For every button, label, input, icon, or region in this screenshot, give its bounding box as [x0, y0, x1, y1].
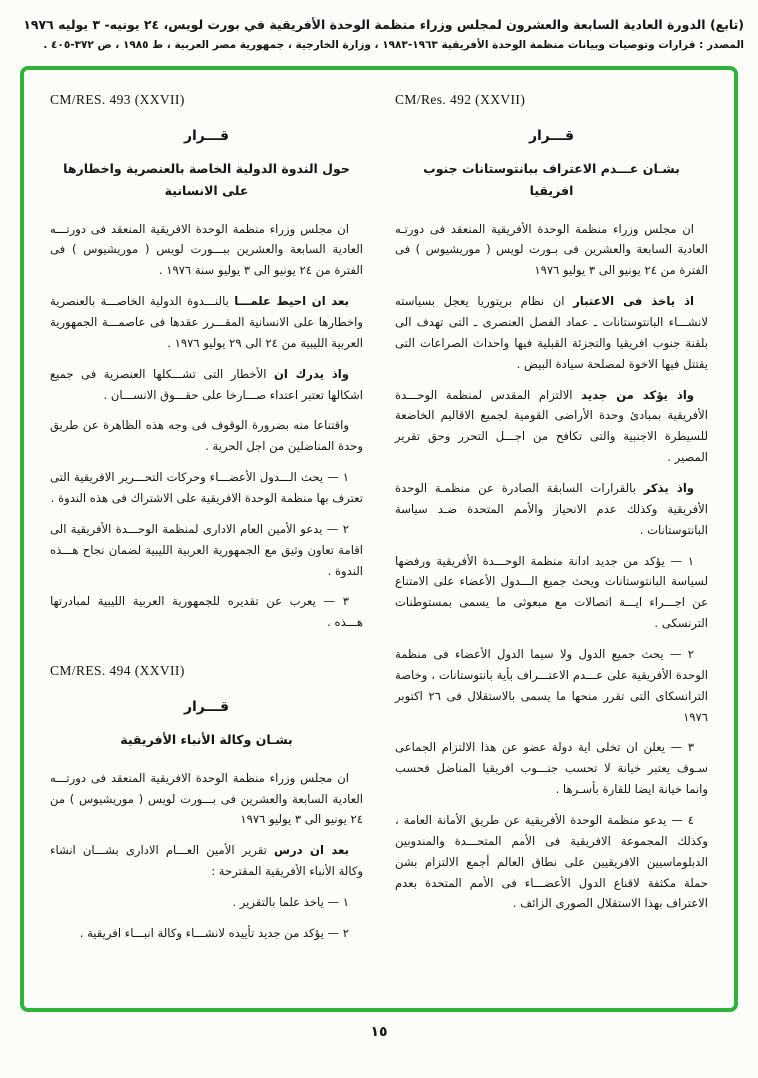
paragraph: [395, 385, 708, 468]
paragraph: [50, 519, 363, 582]
resolution-493-subtitle: حول الندوة الدولية الخاصة بالعنصرية واخطارها على الانسانية: [63, 160, 350, 199]
paragraph: [395, 291, 708, 374]
paragraph: [50, 591, 363, 633]
paragraph-text: ١ — يؤكد من جديد ادانة منظمة الوحـــدة الأفريقية ورفضها لسياسة البانتوستانات ويحث جميع الـــدول الأعضاء على الامتناع عن اجـــراء ايـــة اتصالات مع مبعوثى ما يسمى بمستوطنات الترنسكى .: [395, 553, 708, 631]
paragraph-text: ٤ — يدعو منظمة الوحدة الأفريقية عن طريق الأمانة العامة ، وكذلك المجموعة الافريقية فى الأمم المتحـــدة والمندوبين الدبلوماسيين الافريقيين على نطاق العالم أجمع الالتزام بشن حملة مكثفة لاقناع الدول الأعضـــاء فى الأمم المتحدة بعدم الاعتراف بهذا الاستقلال الصورى الزائف .: [395, 813, 708, 911]
column-left: [50, 92, 363, 990]
paragraph-text: ٢ — يحث جميع الدول ولا سيما الدول الأعضاء فى منظمة الوحدة الأفريقية على عـــدم الاعتـــراف بأية بانتوستانات ، وخاصة الترانسكاى التى تقرر منحها ما يسمى بالاستقلال فى ٢٦ اكتوبر ١٩٧٦: [395, 647, 708, 724]
paragraph-text: ٢ — يؤكد من جديد تأييده لانشـــاء وكالة انبـــاء افريقية .: [79, 925, 349, 940]
resolution-492-heading: قـــرار: [528, 127, 575, 144]
paragraph: [50, 415, 363, 457]
paragraph: [50, 291, 363, 354]
paragraph: [50, 892, 363, 913]
paragraph-lead: واذ يؤكد من جديد: [581, 387, 694, 402]
paragraph: [50, 923, 363, 944]
resolution-494-id: CM/RES. 494 (XXVII): [50, 663, 185, 679]
paragraph: [50, 467, 363, 509]
header-session-line: (تابع) الدورة العادية السابعة والعشرون لمجلس وزراء منظمة الوحدة الأفريقية في بورت لويس، ٢٤ يونيه- ٣ يوليه ١٩٧٦: [23, 17, 744, 32]
paragraph-text: بالقرارات السابقة الصادرة عن منظمـة الوحدة الأفريقية وكذلك عدم الانحياز والأمم المتحدة ضـد سياسة البانتوستانات .: [395, 481, 708, 537]
paragraph-text: بالنـــدوة الدولية الخاصـــة بالعنصرية واخطارها على الانسانية المقـــرر عقدها فى عاصمـــة الجمهورية العربية الليبية من ٢٤ الى ٢٩ يوليو ١٩٧٦ .: [50, 294, 363, 350]
resolution-493-id: CM/RES. 493 (XXVII): [50, 91, 185, 107]
resolution-494-heading: قـــرار: [183, 699, 230, 716]
paragraph-text: ان نظام بريتوريا يعجل بسياسته لانشـــاء البانتوستانات ـ عماد الفصل العنصرى ـ التى تهدف الى بلقنة جنوب افريقيا والتجزئة القبلية فيها واحداث الصراعات التى يقتتل فيها الاخوة لمصلحة سيادة البيض .: [395, 294, 708, 371]
paragraph-text: الالتزام المقدس لمنظمة الوحـــدة الأفريقية بمبادئ وحدة الأراضى القومية لجميع الاقاليم الخاضعة للسيطرة الاجنبية والتى تكافح من اجـــل التحرر وحق تقرير المصير .: [395, 387, 708, 465]
resolution-494: [50, 663, 363, 944]
paragraph: [395, 737, 708, 800]
paragraph-text: ١ — ياخذ علما بالتقرير .: [232, 894, 349, 909]
paragraph: [395, 810, 708, 914]
paragraph: [395, 551, 708, 634]
resolution-493-heading: قـــرار: [183, 127, 230, 144]
resolution-493: [50, 92, 363, 634]
resolution-492-id: CM/Res. 492 (XXVII): [395, 91, 526, 107]
paragraph-lead: بعد ان درس: [273, 843, 349, 858]
paragraph-lead: بعد ان احيط علمـــا: [234, 294, 349, 309]
resolution-492-subtitle: بشـان عـــدم الاعتراف ببانتوستانات جنوب افريقيا: [423, 160, 680, 199]
column-right: [395, 92, 708, 990]
page-number: ١٥: [370, 1023, 388, 1040]
content-border-box: [20, 66, 738, 1012]
paragraph-text: ١ — يحث الـــدول الأعضـــاء وحركات التحـــرير الافريقية التى تعترف بها منظمة الوحدة الافريقية على الاشتراك فى هذه الندوة .: [50, 470, 363, 505]
paragraph-text: واقتناعا منه بضرورة الوقوف فى وجه هذه الظاهرة عن طريق وحدة المناضلين من اجل الحرية .: [50, 418, 363, 454]
paragraph: [50, 364, 363, 406]
paragraph-text: ٣ — يعرب عن تقديره للجمهورية العربية الليبية لمبادرتها هـــذه .: [50, 594, 363, 630]
paragraph: [50, 840, 363, 882]
paragraph-text: ان مجلس وزراء منظمة الوحدة الافريقية المنعقد فى دورتـــه العادية السابعة والعشرين فى بـــورت لويس ( موريشيوس ) من ٢٤ يونيو الى ٣ يوليو ١٩٧٦: [50, 770, 363, 827]
paragraph-text: ان مجلس وزراء منظمة الوحدة الافريقية المنعقد فى دورتـــه العادية السابعة والعشرين ببـــورت لويس ( موريشيوس ) فى الفترة من ٢٤ يونيو الى ٣ يوليو سنة ١٩٧٦ .: [50, 221, 363, 278]
paragraph-lead: واذ يذكر: [643, 481, 694, 495]
header-source-line: المصدر : قرارات وتوصيات وبيانات منظمة الوحدة الأفريقية ١٩٦٣-١٩٨٣ ، وزارة الخارجية ، جمهورية مصر العربية ، ط ١٩٨٥ ، ص ٣٧٢-٤٠٥ .: [43, 38, 744, 51]
resolution-494-subtitle: بشـان وكالة الأنباء الأفريقية: [120, 732, 293, 748]
paragraph-lead: واذ يدرك ان: [273, 366, 349, 381]
paragraph-text: ان مجلس وزراء منظمة الوحدة الأفريقية المنعقد فى دورتـه العادية السابعة والعشرين فى بـورت لويس ( موريشيوس ) فى الفترة من ٢٤ يونيو الى ٣ يوليو ١٩٧٦: [395, 221, 708, 278]
paragraph-text: الأخطار التى تشـــكلها العنصرية فى جميع اشكالها تعتبر اعتداء صـــارخا على حقـــوق الانســـان .: [50, 366, 363, 402]
document-header: [0, 0, 758, 60]
paragraph: [50, 768, 363, 831]
paragraph: [50, 219, 363, 282]
paragraph-text: ٢ — يدعو الأمين العام الادارى لمنظمة الوحـــدة الأفريقية الى اقامة تعاون وثيق مع الجمهورية العربية الليبية لضمان نجاح هـــذه الندوة .: [50, 521, 363, 578]
resolution-492: [395, 92, 708, 915]
two-column-layout: [50, 92, 708, 990]
paragraph-lead: اذ ياخذ فى الاعتبار: [573, 294, 694, 309]
paragraph: [395, 478, 708, 541]
paragraph-text: ٣ — يعلن ان تخلى اية دولة عضو عن هذا الالتزام الجماعى سـوف يعتبر خيانة لا تحسب جنـــوب افريقيا المناضل فحسب وانما خيانة ايضا للقارة بأسـرها .: [395, 740, 708, 797]
paragraph: [395, 219, 708, 282]
paragraph: [395, 644, 708, 727]
paragraph-text: تقرير الأمين العـــام الادارى بشـــان انشاء وكالة الأنباء الأفريقية المقترحة :: [50, 843, 363, 879]
